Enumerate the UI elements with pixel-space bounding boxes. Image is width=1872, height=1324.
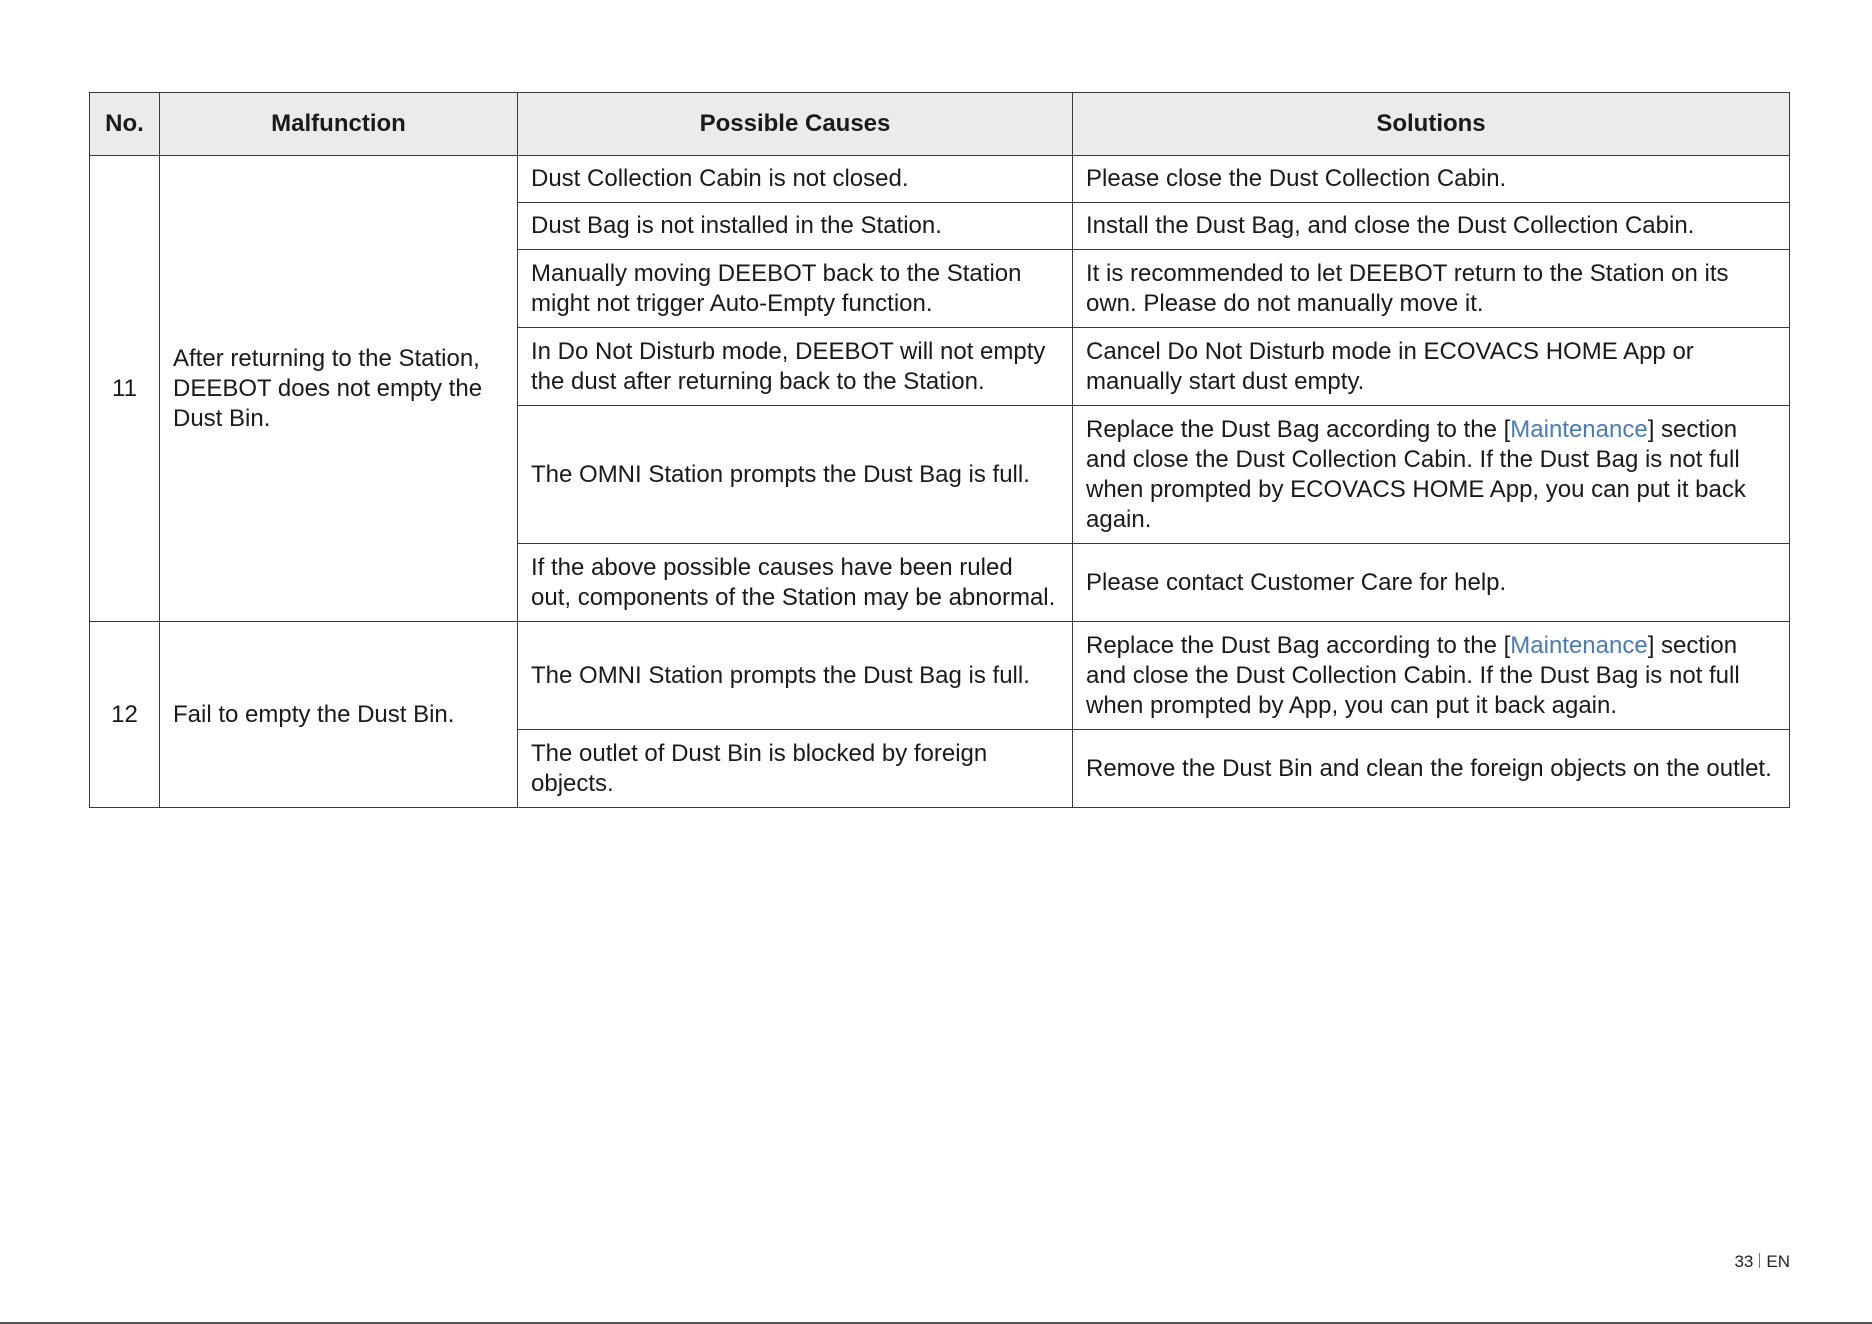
solution-text: Replace the Dust Bag according to the [ xyxy=(1086,631,1511,659)
solution-cell: Install the Dust Bag, and close the Dust Collection Cabin. xyxy=(1073,203,1790,250)
cause-cell: Dust Collection Cabin is not closed. xyxy=(518,156,1073,203)
solution-cell: It is recommended to let DEEBOT return to the Station on its own. Please do not manually move it. xyxy=(1073,250,1790,328)
cause-cell: In Do Not Disturb mode, DEEBOT will not empty the dust after returning back to the Station. xyxy=(518,328,1073,406)
solution-cell xyxy=(1073,406,1790,544)
solution-cell: Remove the Dust Bin and clean the foreign objects on the outlet. xyxy=(1073,730,1790,808)
malfunction-12: Fail to empty the Dust Bin. xyxy=(160,622,518,808)
solution-text: Replace the Dust Bag according to the [ xyxy=(1086,415,1511,443)
solution-cell xyxy=(1073,622,1790,730)
maintenance-link[interactable]: Maintenance xyxy=(1510,415,1648,443)
page-number-divider xyxy=(1759,1253,1760,1268)
page-number xyxy=(1734,1252,1790,1272)
header-malfunction: Malfunction xyxy=(160,93,518,156)
row-number-12: 12 xyxy=(90,622,160,808)
table-header-row xyxy=(90,93,1790,156)
header-no: No. xyxy=(90,93,160,156)
troubleshooting-table xyxy=(89,92,1790,808)
table-row xyxy=(90,622,1790,730)
maintenance-link[interactable]: Maintenance xyxy=(1510,631,1648,659)
solution-cell: Cancel Do Not Disturb mode in ECOVACS HOME App or manually start dust empty. xyxy=(1073,328,1790,406)
table-row xyxy=(90,156,1790,203)
cause-cell: Manually moving DEEBOT back to the Station might not trigger Auto-Empty function. xyxy=(518,250,1073,328)
cause-cell: The OMNI Station prompts the Dust Bag is full. xyxy=(518,406,1073,544)
header-possible-causes: Possible Causes xyxy=(518,93,1073,156)
row-number-11: 11 xyxy=(90,156,160,622)
solution-cell: Please contact Customer Care for help. xyxy=(1073,544,1790,622)
cause-cell: The OMNI Station prompts the Dust Bag is full. xyxy=(518,622,1073,730)
malfunction-11: After returning to the Station, DEEBOT does not empty the Dust Bin. xyxy=(160,156,518,622)
solution-text: ] section and close the Dust Collection Cabin. If the Dust Bag is not full when prompted by App, you can put it back again. xyxy=(1086,631,1740,719)
solution-cell: Please close the Dust Collection Cabin. xyxy=(1073,156,1790,203)
solution-text: ] section and close the Dust Collection Cabin. If the Dust Bag is not full when prompted by ECOVACS HOME App, you can put it back again. xyxy=(1086,415,1746,533)
header-solutions: Solutions xyxy=(1073,93,1790,156)
cause-cell: If the above possible causes have been ruled out, components of the Station may be abnormal. xyxy=(518,544,1073,622)
cause-cell: Dust Bag is not installed in the Station. xyxy=(518,203,1073,250)
page-language: EN xyxy=(1766,1252,1790,1271)
page-number-value: 33 xyxy=(1734,1252,1754,1271)
cause-cell: The outlet of Dust Bin is blocked by foreign objects. xyxy=(518,730,1073,808)
